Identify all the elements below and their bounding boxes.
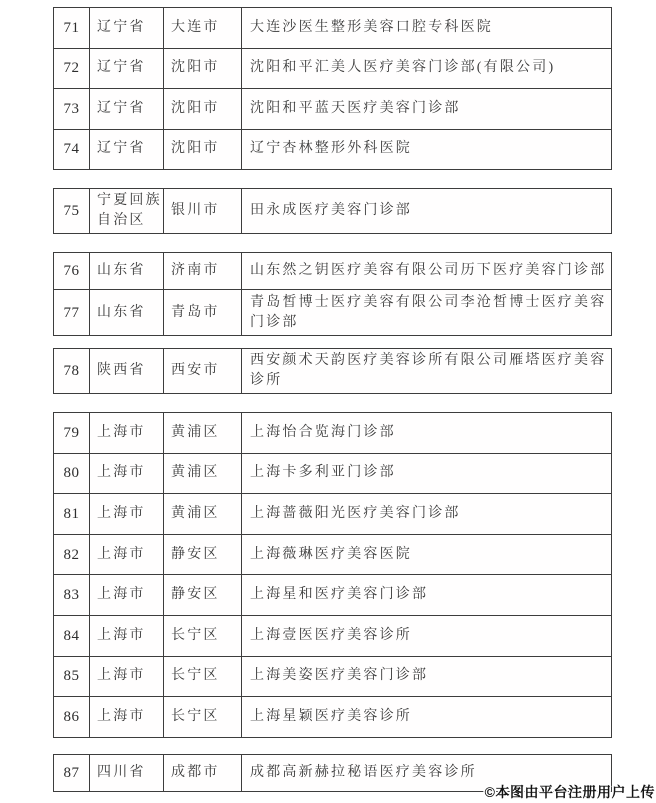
- province-cell: 上海市: [89, 494, 163, 534]
- row-number-cell: 80: [63, 465, 80, 482]
- row-number-cell: 83: [63, 587, 80, 604]
- row-number-cell: 72: [63, 60, 80, 77]
- province-cell: 上海市: [89, 697, 163, 737]
- table-section-shanghai: [53, 412, 612, 738]
- row-number-cell: 85: [63, 668, 80, 685]
- province-cell: 上海市: [89, 454, 163, 494]
- table-row: [54, 574, 611, 615]
- city-cell: 大连市: [163, 8, 241, 48]
- row-number-cell: 75: [63, 203, 80, 219]
- table-row: [54, 88, 611, 129]
- province-cell: 上海市: [89, 657, 163, 697]
- table-row: [54, 615, 611, 656]
- province-cell: 山东省: [89, 290, 163, 335]
- table-row: [54, 534, 611, 575]
- table-row: [54, 289, 611, 335]
- city-cell: 银川市: [163, 189, 241, 233]
- city-cell: 黄浦区: [163, 413, 241, 453]
- row-number-cell: 73: [63, 100, 80, 117]
- institution-cell: 上海星颖医疗美容诊所: [241, 697, 611, 737]
- table-section-shandong: [53, 252, 612, 336]
- table-row: [54, 453, 611, 494]
- row-number-cell: 74: [63, 141, 80, 158]
- institution-cell: 上海星和医疗美容门诊部: [241, 575, 611, 615]
- province-cell: 辽宁省: [89, 130, 163, 170]
- institution-cell: 山东然之钥医疗美容有限公司历下医疗美容门诊部: [241, 253, 611, 289]
- row-number-cell: 81: [63, 505, 80, 522]
- row-number-cell: 82: [63, 546, 80, 563]
- province-cell: 陕西省: [89, 349, 163, 393]
- city-cell: 静安区: [163, 535, 241, 575]
- table-section-liaoning: [53, 7, 612, 170]
- table-row: [54, 129, 611, 170]
- institution-cell: 辽宁杏林整形外科医院: [241, 130, 611, 170]
- institution-cell: 上海薇琳医疗美容医院: [241, 535, 611, 575]
- table-row: [54, 656, 611, 697]
- row-number-cell: 87: [63, 764, 80, 781]
- institution-cell: 青岛皙博士医疗美容有限公司李沧皙博士医疗美容门诊部: [241, 290, 611, 335]
- institution-cell: 上海卡多利亚门诊部: [241, 454, 611, 494]
- institution-cell: 沈阳和平蓝天医疗美容门诊部: [241, 89, 611, 129]
- institution-cell: 上海怡合览海门诊部: [241, 413, 611, 453]
- row-number-cell: 71: [63, 19, 80, 36]
- institution-table: [53, 7, 612, 792]
- institution-cell: 上海蔷薇阳光医疗美容门诊部: [241, 494, 611, 534]
- table-section-shaanxi: [53, 348, 612, 394]
- province-cell: 山东省: [89, 253, 163, 289]
- city-cell: 长宁区: [163, 616, 241, 656]
- institution-cell: 田永成医疗美容门诊部: [241, 189, 611, 233]
- platform-upload-watermark: ©本图由平台注册用户上传: [484, 784, 655, 800]
- city-cell: 济南市: [163, 253, 241, 289]
- city-cell: 长宁区: [163, 657, 241, 697]
- province-cell: 宁夏回族自治区: [89, 189, 163, 233]
- institution-cell: 成都高新赫拉秘语医疗美容诊所: [241, 755, 611, 791]
- province-cell: 辽宁省: [89, 8, 163, 48]
- table-row: [54, 696, 611, 737]
- row-number-cell: 79: [63, 424, 80, 441]
- institution-cell: 沈阳和平汇美人医疗美容门诊部(有限公司): [241, 49, 611, 89]
- institution-cell: 上海壹医医疗美容诊所: [241, 616, 611, 656]
- city-cell: 沈阳市: [163, 49, 241, 89]
- institution-cell: 大连沙医生整形美容口腔专科医院: [241, 8, 611, 48]
- city-cell: 西安市: [163, 349, 241, 393]
- row-number-cell: 84: [63, 627, 80, 644]
- province-cell: 辽宁省: [89, 49, 163, 89]
- city-cell: 黄浦区: [163, 494, 241, 534]
- city-cell: 成都市: [163, 755, 241, 791]
- city-cell: 青岛市: [163, 290, 241, 335]
- table-row: [54, 8, 611, 48]
- city-cell: 沈阳市: [163, 130, 241, 170]
- city-cell: 沈阳市: [163, 89, 241, 129]
- province-cell: 上海市: [89, 575, 163, 615]
- table-row: [54, 48, 611, 89]
- table-section-ningxia: [53, 188, 612, 234]
- city-cell: 静安区: [163, 575, 241, 615]
- table-row: [54, 413, 611, 453]
- province-cell: 上海市: [89, 413, 163, 453]
- row-number-cell: 77: [63, 304, 80, 321]
- institution-cell: 西安颜术天韵医疗美容诊所有限公司雁塔医疗美容诊所: [241, 349, 611, 393]
- province-cell: 四川省: [89, 755, 163, 791]
- table-row: [54, 493, 611, 534]
- city-cell: 长宁区: [163, 697, 241, 737]
- province-cell: 上海市: [89, 616, 163, 656]
- province-cell: 辽宁省: [89, 89, 163, 129]
- table-row: [54, 189, 611, 233]
- row-number-cell: 76: [63, 263, 80, 279]
- table-row: [54, 349, 611, 393]
- row-number-cell: 86: [63, 708, 80, 725]
- institution-cell: 上海美姿医疗美容门诊部: [241, 657, 611, 697]
- city-cell: 黄浦区: [163, 454, 241, 494]
- province-cell: 上海市: [89, 535, 163, 575]
- table-row: [54, 253, 611, 289]
- row-number-cell: 78: [63, 363, 80, 379]
